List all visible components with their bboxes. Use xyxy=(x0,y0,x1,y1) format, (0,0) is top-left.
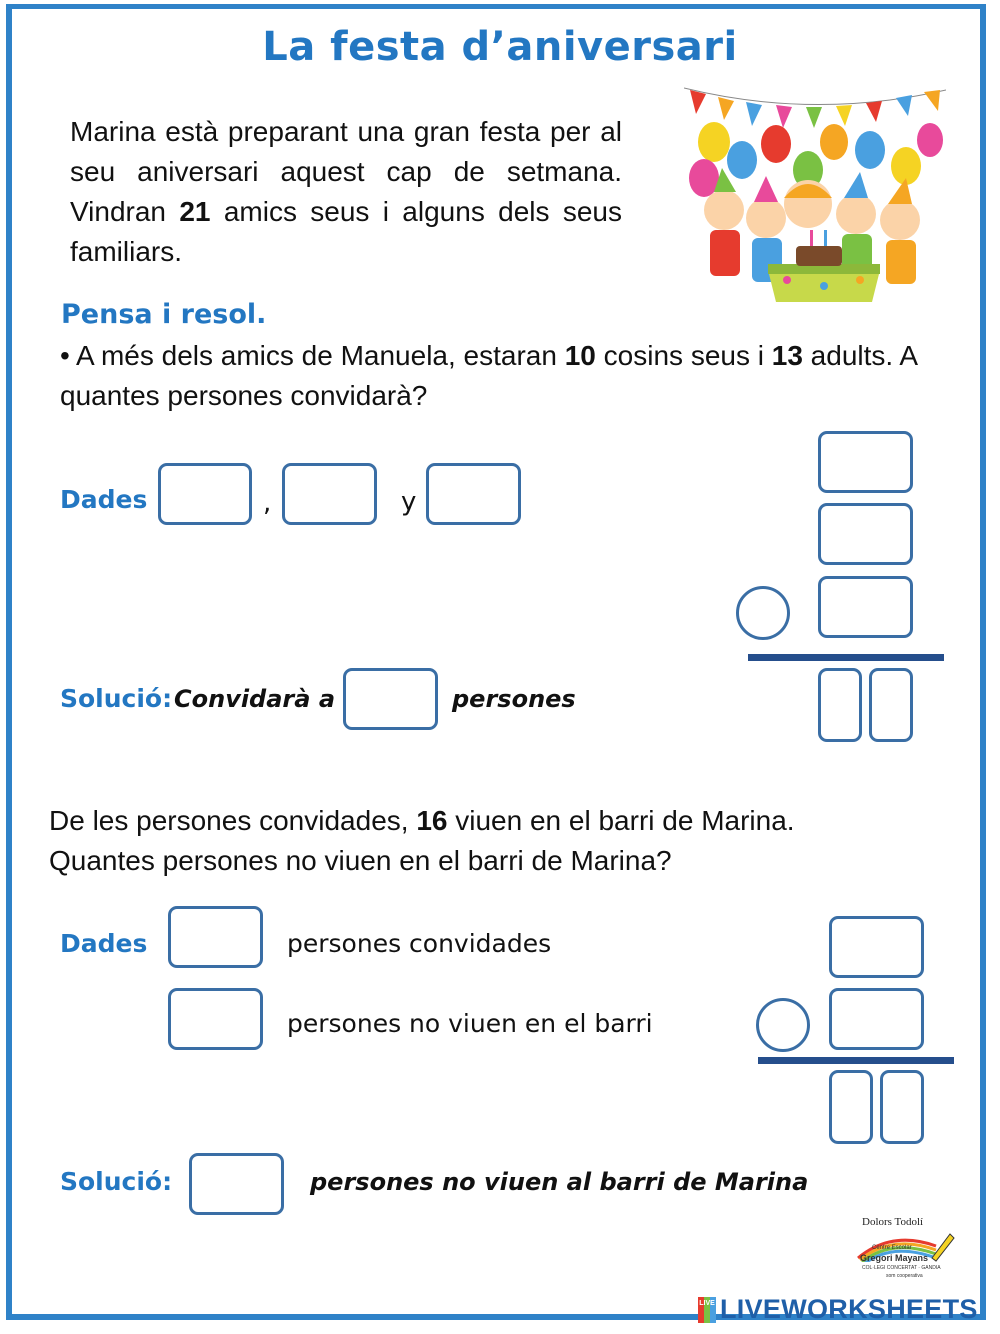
question-1-text-b: cosins seus i xyxy=(595,340,772,371)
operator-circle-1[interactable] xyxy=(736,586,790,640)
solution-prefix-1: Convidarà a xyxy=(174,685,336,713)
data-box-not-local[interactable] xyxy=(168,988,263,1050)
operand-box-4[interactable] xyxy=(829,916,924,978)
page-title: La festa d’aniversari xyxy=(262,24,738,70)
sum-line-1 xyxy=(748,654,944,661)
question-2-text-c: Quantes persones no viuen en el barri de Marina? xyxy=(49,845,672,876)
data-label-1: Dades xyxy=(60,485,148,514)
data-box-invited[interactable] xyxy=(168,906,263,968)
operand-box-3[interactable] xyxy=(818,576,913,638)
intro-text-2: amics seus i alguns dels seus familiars. xyxy=(70,196,622,267)
result-tens-box-2[interactable] xyxy=(829,1070,873,1144)
question-1-text-a: • A més dels amics de Manuela, estaran xyxy=(60,340,565,371)
question-1-text-c: adults. A quantes persones convidarà? xyxy=(60,340,917,411)
data-box-friends[interactable] xyxy=(158,463,252,525)
operand-box-1[interactable] xyxy=(818,431,913,493)
data-label-2: Dades xyxy=(60,929,148,958)
author-name: Dolors Todolí xyxy=(862,1216,924,1228)
and-separator: y xyxy=(401,487,417,517)
result-units-box-1[interactable] xyxy=(869,668,913,742)
data-box-cousins[interactable] xyxy=(282,463,377,525)
operand-box-2[interactable] xyxy=(818,503,913,565)
result-units-box-2[interactable] xyxy=(880,1070,924,1144)
intro-text-1: Marina està preparant una gran festa per al seu aniversari aquest cap de setmana. Vindran xyxy=(70,116,622,227)
liveworksheets-brand[interactable]: LIVEWORKSHEETS xyxy=(720,1294,978,1324)
brand-badge-text: LIVE xyxy=(699,1300,715,1307)
data-row-2-text: persones no viuen en el barri xyxy=(287,1009,653,1038)
school-logo xyxy=(852,1216,956,1286)
operand-box-5[interactable] xyxy=(829,988,924,1050)
school-line-1: Centre Escolar xyxy=(872,1245,912,1251)
data-box-adults[interactable] xyxy=(426,463,521,525)
local-count: 16 xyxy=(416,805,448,836)
school-line-3: COL·LEGI CONCERTAT · GANDIA xyxy=(862,1265,941,1271)
adults-count: 13 xyxy=(771,340,803,371)
solution-suffix-1: persones xyxy=(452,685,576,713)
data-row-1-text: persones convidades xyxy=(287,929,552,958)
question-2-text-a: De les persones convidades, xyxy=(49,805,417,836)
comma-separator: , xyxy=(263,488,272,518)
intro-paragraph xyxy=(70,112,622,272)
question-2-text-b: viuen en el barri de Marina. xyxy=(447,805,795,836)
school-name: Gregori Mayans xyxy=(860,1253,929,1263)
cousins-count: 10 xyxy=(564,340,596,371)
solution-box-1[interactable] xyxy=(343,668,438,730)
result-tens-box-1[interactable] xyxy=(818,668,862,742)
friends-count: 21 xyxy=(179,196,211,227)
school-line-4: som cooperativa xyxy=(886,1273,923,1279)
solution-suffix-2: persones no viuen al barri de Marina xyxy=(310,1168,809,1196)
operator-circle-2[interactable] xyxy=(756,998,810,1052)
question-2 xyxy=(49,801,949,881)
section-heading: Pensa i resol. xyxy=(61,299,267,330)
liveworksheets-logo-badge xyxy=(698,1296,716,1326)
solution-box-2[interactable] xyxy=(189,1153,284,1215)
solution-label-1: Solució: xyxy=(60,684,173,713)
solution-label-2: Solució: xyxy=(60,1167,173,1196)
sum-line-2 xyxy=(758,1057,954,1064)
birthday-party-illustration xyxy=(684,80,946,308)
question-1 xyxy=(60,336,940,416)
